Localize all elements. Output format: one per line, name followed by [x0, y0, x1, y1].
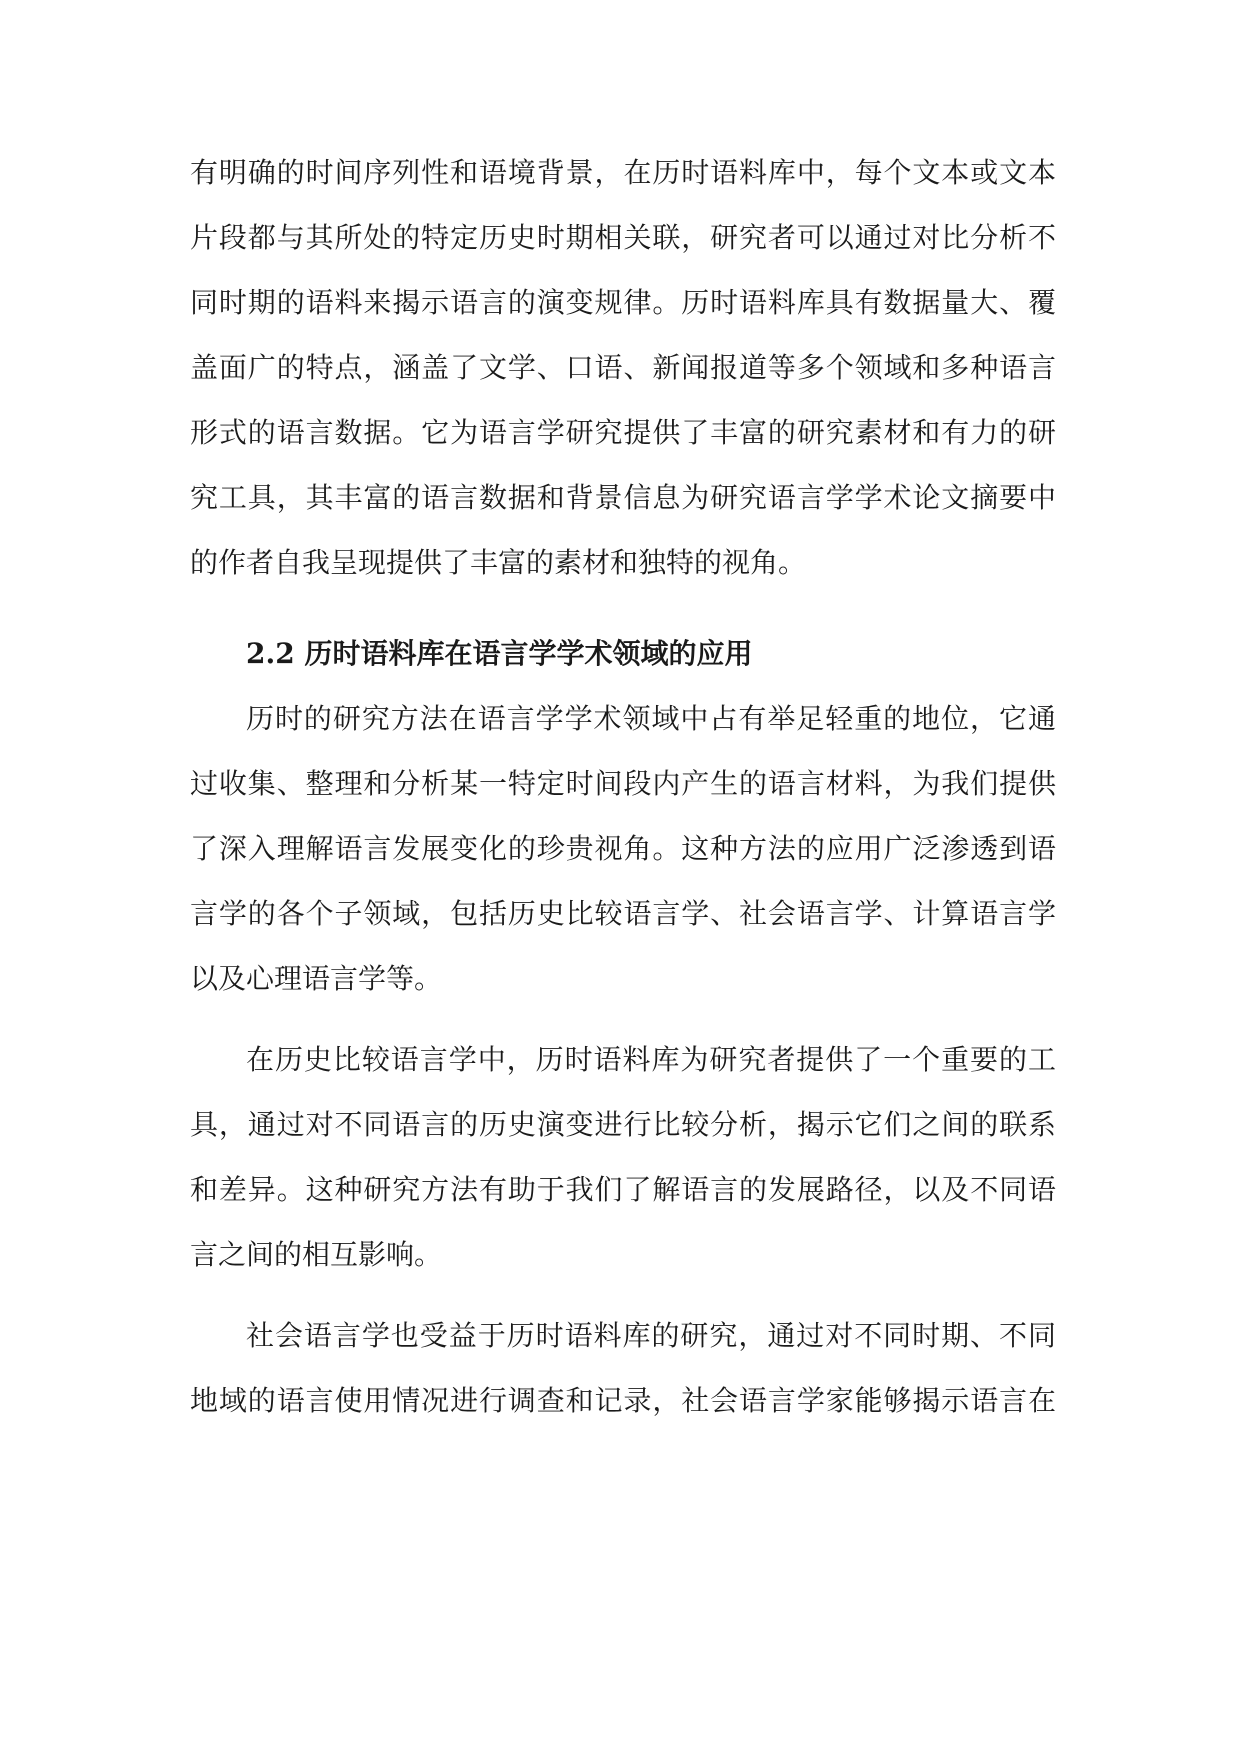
paragraph-1: [190, 140, 1056, 595]
document-page: [190, 140, 1056, 1433]
paragraph-line: 究工具，其丰富的语言数据和背景信息为研究语言学学术论文摘要中: [190, 481, 1056, 514]
paragraph-line: 有明确的时间序列性和语境背景，在历时语料库中，每个文本或文本: [190, 156, 1056, 189]
paragraph-line: 了深入理解语言发展变化的珍贵视角。这种方法的应用广泛渗透到语: [190, 832, 1056, 865]
section-heading: 2.2 历时语料库在语言学学术领域的应用: [246, 637, 753, 670]
paragraph-line: 盖面广的特点，涵盖了文学、口语、新闻报道等多个领域和多种语言: [190, 351, 1056, 384]
paragraph-line: 以及心理语言学等。: [190, 962, 443, 995]
paragraph-4: [190, 1303, 1056, 1433]
paragraph-line: 历时的研究方法在语言学学术领域中占有举足轻重的地位，它通: [246, 702, 1056, 735]
paragraph-2: [190, 686, 1056, 1011]
paragraph-line: 同时期的语料来揭示语言的演变规律。历时语料库具有数据量大、覆: [190, 286, 1056, 319]
paragraph-line: 具，通过对不同语言的历史演变进行比较分析，揭示它们之间的联系: [190, 1108, 1056, 1141]
paragraph-line: 地域的语言使用情况进行调查和记录，社会语言学家能够揭示语言在: [190, 1384, 1056, 1417]
paragraph-line: 言之间的相互影响。: [190, 1238, 443, 1271]
paragraph-line: 社会语言学也受益于历时语料库的研究，通过对不同时期、不同: [246, 1319, 1056, 1352]
paragraph-line: 形式的语言数据。它为语言学研究提供了丰富的研究素材和有力的研: [190, 416, 1056, 449]
paragraph-line: 过收集、整理和分析某一特定时间段内产生的语言材料，为我们提供: [190, 767, 1056, 800]
paragraph-3: [190, 1027, 1056, 1287]
paragraph-line: 言学的各个子领域，包括历史比较语言学、社会语言学、计算语言学: [190, 897, 1056, 930]
paragraph-line: 的作者自我呈现提供了丰富的素材和独特的视角。: [190, 546, 807, 579]
paragraph-line: 片段都与其所处的特定历史时期相关联，研究者可以通过对比分析不: [190, 221, 1056, 254]
paragraph-line: 和差异。这种研究方法有助于我们了解语言的发展路径，以及不同语: [190, 1173, 1056, 1206]
paragraph-line: 在历史比较语言学中，历时语料库为研究者提供了一个重要的工: [246, 1043, 1056, 1076]
